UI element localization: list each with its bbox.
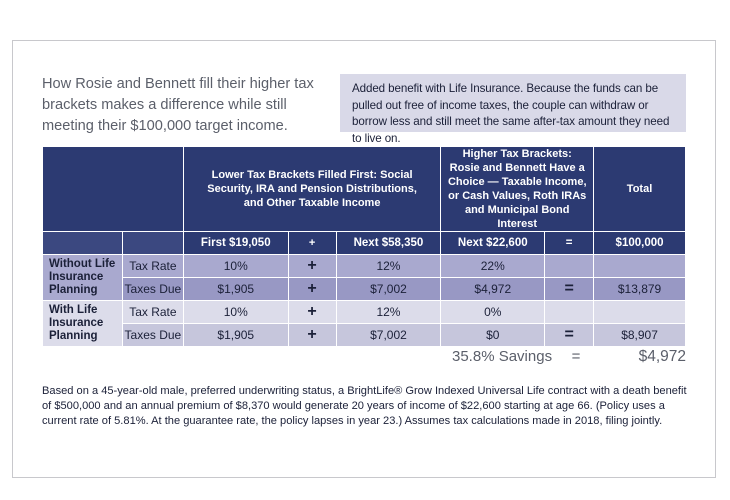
plus-sign: + [288, 278, 336, 301]
table-cell: $1,905 [183, 278, 288, 301]
table-row [43, 324, 686, 347]
group-label-without: Without Life Insurance Planning [43, 255, 123, 301]
header-lower-brackets: Lower Tax Brackets Filled First: Social Security, IRA and Pension Distributions, and Other Taxable Income [183, 147, 441, 232]
savings-equals: = [571, 348, 581, 365]
savings-label: 35.8% Savings [452, 348, 553, 365]
table-cell [545, 301, 594, 324]
intro-text: How Rosie and Bennett fill their higher tax brackets makes a difference while still meeting their $100,000 target income. [42, 76, 314, 134]
plus-sign: + [288, 255, 336, 278]
bracket-first: First $19,050 [183, 232, 288, 255]
table-cell: $1,905 [183, 324, 288, 347]
table-cell: 10% [183, 255, 288, 278]
table-cell: 12% [336, 255, 441, 278]
footnote: Based on a 45-year-old male, preferred underwriting status, a BrightLife® Grow Indexed Universal Life contract with a death benefit of $500,000 and an annual premium of $8,370 would generate 20 years of income of $22,600 starting at age 66. (Policy uses a current rate of 5.81%. At the guarantee rate, the policy lapses in year 23.) Assumes tax calculations made in 2018, filing jointly. [42, 385, 687, 427]
life-insurance-callout: Added benefit with Life Insurance. Because the funds can be pulled out free of income taxes, the couple can withdraw or borrow less and still meet the same after-tax amount they need to live on. [340, 74, 686, 132]
table-cell: $0 [441, 324, 545, 347]
bracket-next-1: Next $58,350 [336, 232, 441, 255]
tax-bracket-table [42, 146, 686, 347]
table-cell: $13,879 [594, 278, 686, 301]
table-cell: 12% [336, 301, 441, 324]
table-cell: $7,002 [336, 324, 441, 347]
bracket-total: $100,000 [594, 232, 686, 255]
row-label: Taxes Due [122, 278, 183, 301]
bracket-plus: + [288, 232, 336, 255]
table-cell [545, 255, 594, 278]
bracket-row [43, 232, 686, 255]
table-cell [594, 255, 686, 278]
table-cell: $8,907 [594, 324, 686, 347]
bracket-next-2: Next $22,600 [441, 232, 545, 255]
bracket-blank-2 [122, 232, 183, 255]
row-label: Taxes Due [122, 324, 183, 347]
table-cell: 22% [441, 255, 545, 278]
plus-sign: + [288, 324, 336, 347]
table-cell: $4,972 [441, 278, 545, 301]
equals-sign: = [545, 324, 594, 347]
group-label-with: With Life Insurance Planning [43, 301, 123, 347]
table-row [43, 278, 686, 301]
header-blank [43, 147, 184, 232]
table-cell: 10% [183, 301, 288, 324]
table-row [43, 301, 686, 324]
table-row [43, 255, 686, 278]
table-cell [594, 301, 686, 324]
table-cell: $7,002 [336, 278, 441, 301]
row-label: Tax Rate [122, 255, 183, 278]
bracket-blank-1 [43, 232, 123, 255]
bracket-equals: = [545, 232, 594, 255]
equals-sign: = [545, 278, 594, 301]
savings-amount: $4,972 [638, 348, 686, 365]
row-label: Tax Rate [122, 301, 183, 324]
table-header-row [43, 147, 686, 232]
plus-sign: + [288, 301, 336, 324]
table-cell: 0% [441, 301, 545, 324]
header-total: Total [594, 147, 686, 232]
header-higher-brackets: Higher Tax Brackets: Rosie and Bennett Have a Choice — Taxable Income, or Cash Values, Roth IRAs and Municipal Bond Interest [441, 147, 594, 232]
